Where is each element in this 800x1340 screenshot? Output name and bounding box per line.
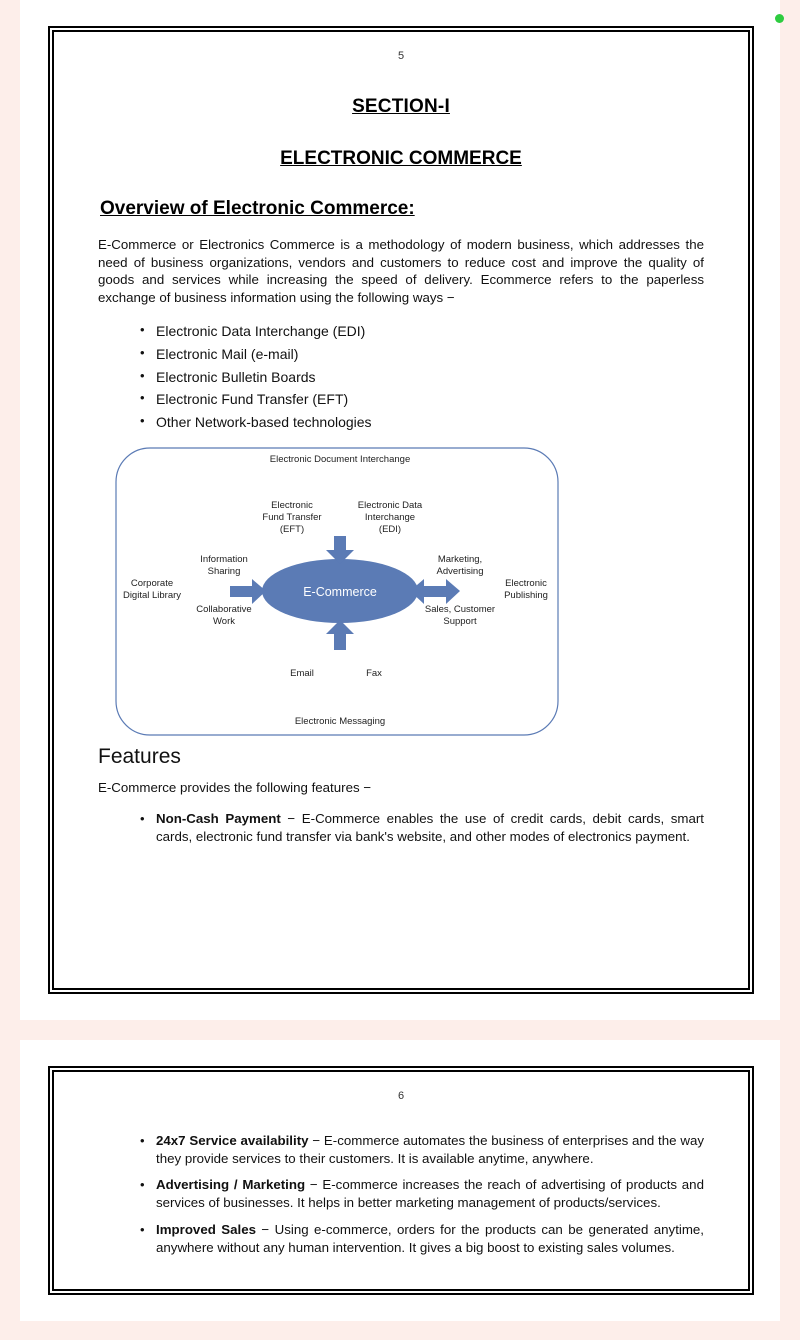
section-title: SECTION-I bbox=[352, 96, 450, 117]
svg-text:Fax: Fax bbox=[366, 667, 382, 679]
list-item: • Electronic Fund Transfer (EFT) bbox=[140, 388, 704, 411]
list-item bbox=[140, 810, 704, 846]
list-item: • Electronic Bulletin Boards bbox=[140, 366, 704, 389]
svg-text:Electronic Document Interchan: Electronic Document Interchange bbox=[269, 453, 411, 465]
feature-description: E-commerce increases the reach of advertising of products and services of businesses. It helps in better marketing management of products/services. bbox=[156, 1177, 704, 1211]
page-separator bbox=[0, 1020, 800, 1040]
feature-term: Improved Sales bbox=[156, 1221, 257, 1237]
feature-term: 24x7 Service availability bbox=[156, 1133, 309, 1149]
svg-text:(EFT): (EFT) bbox=[279, 523, 305, 535]
overview-paragraph: E-Commerce or Electronics Commerce is a methodology of modern business, which addresses the need of business organizations, vendors and customers to reduce cost and improve the quality of goods and services while increasing the speed of delivery. Ecommerce refers to the paperless exchange of business information using the following ways − bbox=[98, 237, 704, 305]
svg-text:Digital Library: Digital Library bbox=[122, 589, 182, 601]
recording-status-dot bbox=[775, 14, 784, 23]
svg-text:Fund Transfer: Fund Transfer bbox=[262, 511, 322, 523]
page-bottom-space bbox=[98, 854, 704, 964]
svg-text:Electronic: Electronic bbox=[271, 499, 313, 511]
feature-term: Non-Cash Payment bbox=[156, 811, 281, 827]
features-intro: E-Commerce provides the following features − bbox=[98, 779, 372, 795]
overview-heading: Overview of Electronic Commerce: bbox=[100, 198, 415, 219]
feature-dash: − bbox=[256, 1221, 275, 1237]
document-page-2 bbox=[52, 1070, 750, 1290]
svg-text:Electronic: Electronic bbox=[505, 577, 547, 589]
document-page-1 bbox=[52, 30, 750, 990]
list-item bbox=[140, 1221, 704, 1257]
svg-text:Sharing: Sharing bbox=[207, 565, 241, 577]
svg-text:Work: Work bbox=[213, 615, 235, 627]
ecommerce-diagram bbox=[112, 444, 562, 739]
feature-term: Advertising / Marketing bbox=[156, 1177, 306, 1193]
feature-dash: − bbox=[280, 811, 302, 827]
svg-text:Collaborative: Collaborative bbox=[196, 603, 252, 615]
svg-text:Electronic Data: Electronic Data bbox=[357, 499, 423, 511]
page-shell-1 bbox=[20, 0, 780, 1020]
page-shell-2 bbox=[20, 1040, 780, 1320]
list-item bbox=[140, 1176, 704, 1212]
feature-dash: − bbox=[308, 1133, 324, 1149]
feature-description: E-Commerce enables the use of credit cards, debit cards, smart cards, electronic fund transfer via bank's website, and other modes of electronics payment. bbox=[156, 811, 704, 845]
svg-text:Support: Support bbox=[443, 615, 477, 627]
features-heading: Features bbox=[98, 744, 181, 768]
list-item: • Electronic Data Interchange (EDI) bbox=[140, 320, 704, 343]
features-list-page-2 bbox=[98, 1132, 704, 1256]
document-title: ELECTRONIC COMMERCE bbox=[280, 148, 522, 169]
diagram-center-label: E-Commerce bbox=[303, 584, 377, 599]
svg-text:Interchange: Interchange bbox=[364, 511, 416, 523]
page-number: 6 bbox=[397, 1090, 405, 1103]
list-item bbox=[140, 1132, 704, 1168]
feature-dash: − bbox=[305, 1177, 323, 1193]
page-number: 5 bbox=[397, 50, 405, 62]
svg-text:Electronic Messaging: Electronic Messaging bbox=[294, 715, 386, 727]
svg-text:Advertising: Advertising bbox=[436, 565, 484, 577]
list-item: • Electronic Mail (e-mail) bbox=[140, 343, 704, 366]
svg-text:Publishing: Publishing bbox=[504, 589, 548, 601]
list-item: • Other Network-based technologies bbox=[140, 411, 704, 434]
svg-text:Information: Information bbox=[200, 553, 248, 565]
features-list-page-1 bbox=[98, 810, 704, 846]
svg-text:Sales, Customer: Sales, Customer bbox=[424, 603, 496, 615]
svg-text:(EDI): (EDI) bbox=[378, 523, 402, 535]
feature-description: E-commerce automates the business of enterprises and the way they provide services to their customers. It is available anytime, anywhere. bbox=[156, 1133, 704, 1167]
svg-text:Corporate: Corporate bbox=[130, 577, 174, 589]
ways-list bbox=[98, 320, 704, 433]
svg-text:Marketing,: Marketing, bbox=[437, 553, 483, 565]
feature-description: Using e-commerce, orders for the products can be generated anytime, anywhere without any human intervention. It gives a big boost to existing sales volumes. bbox=[156, 1221, 705, 1255]
svg-text:Email: Email bbox=[290, 667, 314, 679]
